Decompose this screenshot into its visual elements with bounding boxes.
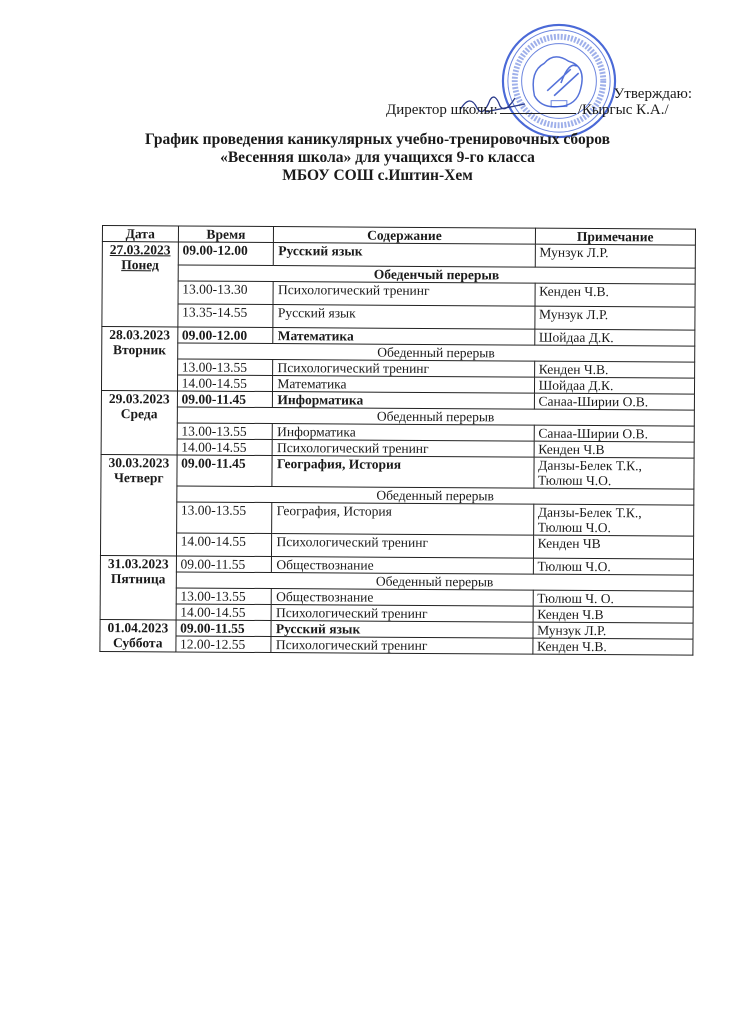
note-cell: Тюлюш Ч. О. [533, 590, 693, 607]
date-text: 31.03.2023 [107, 556, 169, 572]
date-text: 28.03.2023 [109, 327, 171, 343]
lunch-break-cell: Обеденный перерыв [177, 407, 694, 426]
content-cell: Психологический тренинг [272, 605, 533, 623]
time-cell: 13.00-13.30 [178, 281, 274, 305]
time-cell: 14.00-14.55 [176, 604, 272, 621]
time-cell: 09.00-11.45 [177, 391, 273, 408]
header-date: Дата [102, 226, 178, 242]
note-cell: Кенден Ч.В. [532, 638, 692, 655]
weekday-text: Среда [120, 406, 158, 422]
lunch-break-cell: Обеденчый перерыв [178, 265, 695, 284]
weekday-text: Вторник [112, 342, 167, 358]
title-line-2: «Весенняя школа» для учащихся 9-го класса [220, 149, 535, 166]
approve-label: Утверждаю: [613, 86, 692, 102]
content-cell: Математика [273, 376, 534, 394]
director-label: Директор школы: [386, 102, 498, 118]
content-cell: Информатика [273, 424, 534, 442]
content-cell: Психологический тренинг [271, 637, 532, 655]
time-cell: 14.00-14.55 [176, 533, 272, 557]
note-cell: Мунзук Л.Р. [534, 306, 695, 330]
content-cell: Информатика [273, 392, 534, 410]
date-text: 01.04.2023 [107, 620, 169, 636]
content-cell: Математика [273, 328, 534, 346]
time-cell: 12.00-12.55 [176, 636, 272, 653]
date-text: 30.03.2023 [108, 455, 170, 471]
note-cell: Данзы-Белек Т.К., Тюлюш Ч.О. [533, 504, 694, 536]
school-seal-stamp-icon [500, 22, 618, 140]
day-cell [101, 390, 177, 454]
table-row [101, 501, 694, 536]
weekday-text: Пятница [110, 571, 166, 587]
schedule-table [99, 225, 696, 656]
time-cell: 13.00-13.55 [177, 423, 273, 440]
note-cell: Кенден Ч.В [533, 606, 693, 623]
note-cell: Кенден Ч.В. [534, 361, 694, 378]
document-title [100, 131, 655, 185]
lunch-break-cell: Обеденный перерыв [176, 572, 693, 591]
weekday-text: Суббота [112, 635, 163, 651]
note-cell: Мунзук Л.Р. [533, 622, 693, 639]
content-cell: Русский язык [273, 305, 534, 330]
director-signature-line [386, 102, 669, 119]
date-text: 29.03.2023 [108, 391, 170, 407]
content-cell: Обществознание [272, 557, 533, 575]
table-row [100, 635, 693, 655]
weekday-text: Четверг [113, 470, 164, 486]
date-text: 27.03.2023 [109, 242, 171, 258]
title-line-1: График проведения каникулярных учебно-тренировочных сборов [144, 131, 611, 148]
header-content: Содержание [274, 227, 535, 245]
note-cell: Мунзук Л.Р. [535, 244, 696, 268]
day-cell [101, 327, 177, 391]
note-cell: Санаа-Ширии О.В. [534, 393, 694, 410]
note-cell: Кенден Ч.В [534, 441, 694, 458]
time-cell: 09.00-11.55 [176, 620, 272, 637]
header-time: Время [178, 226, 274, 243]
day-cell [102, 242, 178, 327]
time-cell: 13.00-13.55 [176, 588, 272, 605]
lunch-break-cell: Обеденный перерыв [176, 486, 693, 505]
time-cell: 13.35-14.55 [178, 304, 274, 328]
note-cell: Кенден Ч.В. [535, 283, 696, 307]
content-cell: Психологический тренинг [273, 282, 534, 307]
signature-line [500, 113, 576, 114]
content-cell: Обществознание [272, 589, 533, 607]
day-cell [100, 555, 176, 619]
content-cell: Русский язык [271, 621, 532, 639]
note-cell: Кенден ЧВ [533, 535, 694, 559]
time-cell: 09.00-12.00 [178, 242, 274, 266]
content-cell: Психологический тренинг [273, 440, 534, 458]
note-cell: Санаа-Ширии О.В. [534, 425, 694, 442]
day-cell [100, 454, 176, 555]
content-cell: География, История [272, 503, 533, 536]
content-cell: Психологический тренинг [272, 534, 533, 559]
director-name: /Кыргыс К.А./ [577, 102, 669, 118]
note-cell: Тюлюш Ч.О. [533, 558, 693, 575]
time-cell: 09.00-11.45 [177, 455, 273, 487]
day-cell [100, 619, 176, 651]
content-cell: Русский язык [274, 243, 535, 268]
time-cell: 09.00-12.00 [177, 327, 273, 344]
time-cell: 09.00-11.55 [176, 556, 272, 573]
time-cell: 14.00-14.55 [177, 375, 273, 392]
table-row [101, 454, 694, 489]
header-note: Примечание [535, 228, 695, 245]
lunch-break-cell: Обеденный перерыв [177, 343, 694, 362]
note-cell: Шойдаа Д.К. [534, 329, 694, 346]
content-cell: Психологический тренинг [273, 360, 534, 378]
note-cell: Шойдаа Д.К. [534, 377, 694, 394]
content-cell: География, История [272, 456, 533, 489]
title-line-3: МБОУ СОШ с.Иштин-Хем [282, 167, 473, 184]
time-cell: 14.00-14.55 [177, 439, 273, 456]
time-cell: 13.00-13.55 [176, 502, 272, 534]
weekday-text: Понед [121, 257, 159, 273]
note-cell: Данзы-Белек Т.К., Тюлюш Ч.О. [534, 457, 695, 489]
time-cell: 13.00-13.55 [177, 359, 273, 376]
schedule-body [100, 242, 695, 656]
